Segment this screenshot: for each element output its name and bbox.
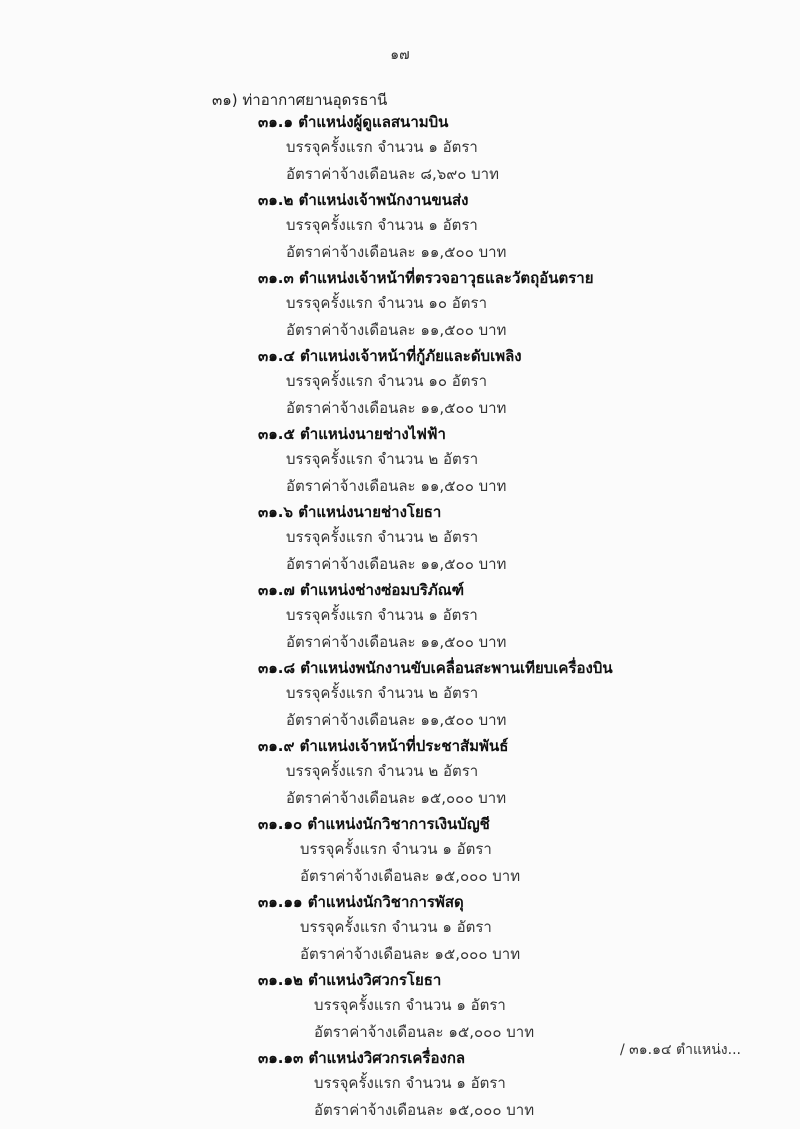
position-item (0, 578, 800, 656)
position-salary: อัตราค่าจ้างเดือนละ ๑๑,๕๐๐ บาท (286, 555, 507, 573)
position-item (0, 422, 800, 500)
position-title: ๓๑.๗ ตำแหน่งช่างซ่อมบริภัณฑ์ (258, 581, 465, 599)
position-salary: อัตราค่าจ้างเดือนละ ๑๑,๕๐๐ บาท (286, 711, 507, 729)
position-vacancy: บรรจุครั้งแรก จำนวน ๑ อัตรา (286, 606, 478, 624)
position-vacancy: บรรจุครั้งแรก จำนวน ๒ อัตรา (286, 528, 479, 546)
position-title: ๓๑.๔ ตำแหน่งเจ้าหน้าที่กู้ภัยและดับเพลิง (258, 347, 522, 365)
continuation-note: / ๓๑.๑๔ ตำแหน่ง... (620, 1042, 741, 1058)
position-title: ๓๑.๒ ตำแหน่งเจ้าพนักงานขนส่ง (258, 191, 469, 209)
position-title: ๓๑.๓ ตำแหน่งเจ้าหน้าที่ตรวจอาวุธและวัตถุอันตราย (258, 269, 594, 287)
position-salary: อัตราค่าจ้างเดือนละ ๑๕,๐๐๐ บาท (286, 789, 507, 807)
position-item (0, 968, 800, 1046)
position-title: ๓๑.๕ ตำแหน่งนายช่างไฟฟ้า (258, 425, 446, 443)
position-vacancy: บรรจุครั้งแรก จำนวน ๒ อัตรา (286, 684, 479, 702)
position-list (0, 110, 800, 1124)
position-salary: อัตราค่าจ้างเดือนละ ๘,๖๙๐ บาท (286, 165, 499, 183)
position-title: ๓๑.๑ ตำแหน่งผู้ดูแลสนามบิน (258, 113, 449, 131)
position-item (0, 734, 800, 812)
position-salary: อัตราค่าจ้างเดือนละ ๑๑,๕๐๐ บาท (286, 633, 507, 651)
position-salary: อัตราค่าจ้างเดือนละ ๑๕,๐๐๐ บาท (300, 867, 521, 885)
position-vacancy: บรรจุครั้งแรก จำนวน ๒ อัตรา (286, 762, 479, 780)
position-salary: อัตราค่าจ้างเดือนละ ๑๕,๐๐๐ บาท (300, 945, 521, 963)
position-item (0, 656, 800, 734)
position-salary: อัตราค่าจ้างเดือนละ ๑๕,๐๐๐ บาท (314, 1101, 535, 1119)
position-item (0, 188, 800, 266)
position-salary: อัตราค่าจ้างเดือนละ ๑๕,๐๐๐ บาท (314, 1023, 535, 1041)
position-title: ๓๑.๑๓ ตำแหน่งวิศวกรเครื่องกล (258, 1049, 466, 1067)
position-item (0, 344, 800, 422)
position-vacancy: บรรจุครั้งแรก จำนวน ๑๐ อัตรา (286, 294, 487, 312)
position-item (0, 812, 800, 890)
position-vacancy: บรรจุครั้งแรก จำนวน ๑๐ อัตรา (286, 372, 487, 390)
position-title: ๓๑.๑๒ ตำแหน่งวิศวกรโยธา (258, 971, 442, 989)
position-title: ๓๑.๖ ตำแหน่งนายช่างโยธา (258, 503, 442, 521)
position-salary: อัตราค่าจ้างเดือนละ ๑๑,๕๐๐ บาท (286, 477, 507, 495)
position-salary: อัตราค่าจ้างเดือนละ ๑๑,๕๐๐ บาท (286, 243, 507, 261)
position-title: ๓๑.๑๑ ตำแหน่งนักวิชาการพัสดุ (258, 893, 464, 911)
position-vacancy: บรรจุครั้งแรก จำนวน ๑ อัตรา (300, 918, 492, 936)
position-title: ๓๑.๙ ตำแหน่งเจ้าหน้าที่ประชาสัมพันธ์ (258, 737, 509, 755)
position-vacancy: บรรจุครั้งแรก จำนวน ๑ อัตรา (286, 216, 478, 234)
page-number: ๑๗ (390, 47, 410, 63)
position-vacancy: บรรจุครั้งแรก จำนวน ๒ อัตรา (286, 450, 479, 468)
position-item (0, 110, 800, 188)
section-heading: ๓๑) ท่าอากาศยานอุดรธานี (212, 91, 388, 109)
position-vacancy: บรรจุครั้งแรก จำนวน ๑ อัตรา (300, 840, 492, 858)
position-title: ๓๑.๑๐ ตำแหน่งนักวิชาการเงินบัญชี (258, 815, 490, 833)
position-item (0, 890, 800, 968)
position-vacancy: บรรจุครั้งแรก จำนวน ๑ อัตรา (286, 138, 478, 156)
position-item (0, 500, 800, 578)
position-title: ๓๑.๘ ตำแหน่งพนักงานขับเคลื่อนสะพานเทียบเครื่องบิน (258, 659, 613, 677)
position-vacancy: บรรจุครั้งแรก จำนวน ๑ อัตรา (314, 1074, 506, 1092)
position-item (0, 266, 800, 344)
position-vacancy: บรรจุครั้งแรก จำนวน ๑ อัตรา (314, 996, 506, 1014)
position-salary: อัตราค่าจ้างเดือนละ ๑๑,๕๐๐ บาท (286, 399, 507, 417)
position-salary: อัตราค่าจ้างเดือนละ ๑๑,๕๐๐ บาท (286, 321, 507, 339)
